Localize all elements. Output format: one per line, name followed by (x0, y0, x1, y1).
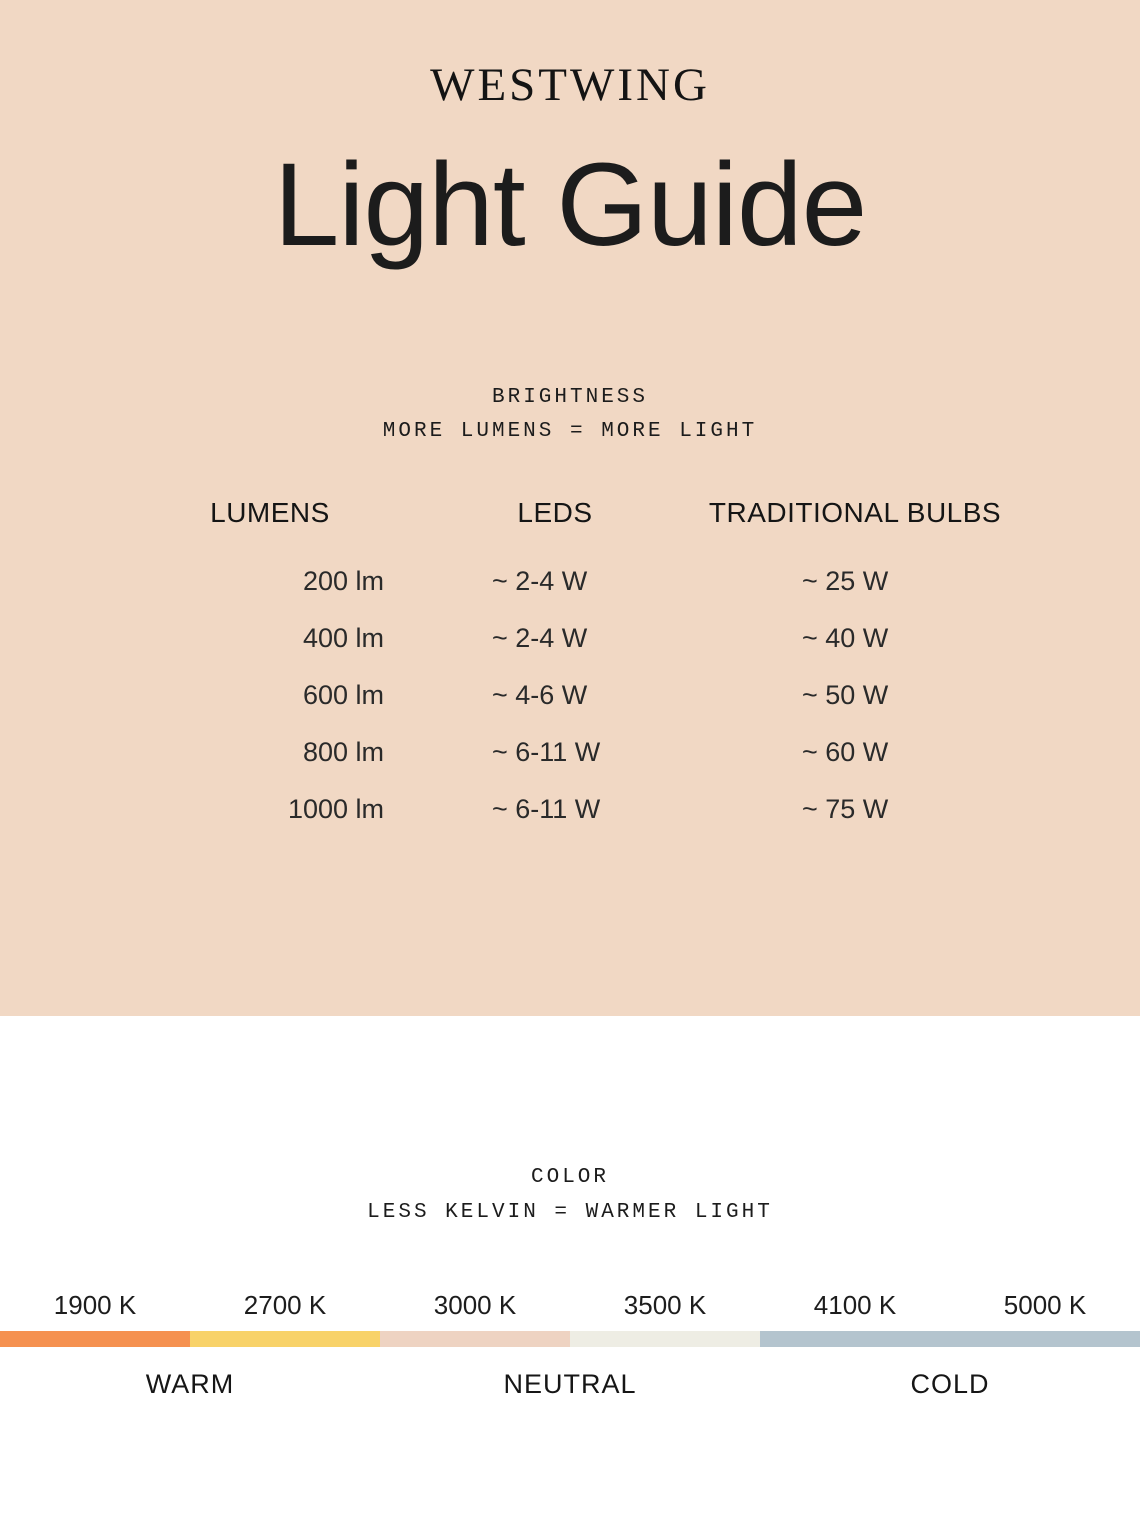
kelvin-scale-labels (0, 1290, 1140, 1321)
cell-leds: ~ 6-11 W (492, 737, 601, 768)
color-swatch-5000k (950, 1331, 1140, 1347)
color-swatch-3500k (570, 1331, 760, 1347)
cell-leds: ~ 6-11 W (492, 794, 601, 825)
color-section (0, 1016, 1140, 1520)
table-row (120, 724, 1020, 781)
page-title: Light Guide (273, 139, 867, 271)
cell-leds: ~ 2-4 W (492, 623, 588, 654)
color-swatch-3000k (380, 1331, 570, 1347)
cell-bulbs: ~ 75 W (802, 794, 889, 825)
cell-bulbs: ~ 60 W (802, 737, 889, 768)
zone-label-cold: COLD (910, 1369, 990, 1400)
column-header-traditional-bulbs: TRADITIONAL BULBS (708, 497, 1002, 529)
kelvin-label: 2700 K (243, 1290, 327, 1321)
cell-leds: ~ 4-6 W (492, 680, 588, 711)
table-row (120, 667, 1020, 724)
table-header-row (120, 496, 1020, 553)
kelvin-label: 1900 K (53, 1290, 137, 1321)
cell-lumens: 400 lm (302, 623, 384, 654)
cell-lumens: 200 lm (302, 566, 384, 597)
table-row (120, 610, 1020, 667)
brightness-caption (0, 381, 1140, 450)
cell-leds: ~ 2-4 W (492, 566, 588, 597)
color-swatch-2700k (190, 1331, 380, 1347)
cell-lumens: 600 lm (302, 680, 384, 711)
color-caption-line1: COLOR (530, 1166, 609, 1189)
brand-logo: WESTWING (430, 59, 710, 111)
color-swatch-1900k (0, 1331, 190, 1347)
color-caption-line2: LESS KELVIN = WARMER LIGHT (367, 1200, 773, 1224)
cell-lumens: 800 lm (302, 737, 384, 768)
cell-bulbs: ~ 40 W (802, 623, 889, 654)
column-header-lumens: LUMENS (210, 497, 330, 529)
color-swatch-4100k (760, 1331, 950, 1347)
kelvin-label: 3000 K (433, 1290, 517, 1321)
cell-bulbs: ~ 25 W (802, 566, 889, 597)
column-header-leds: LEDS (517, 497, 593, 529)
color-zone-labels (0, 1369, 1140, 1400)
color-caption (0, 1016, 1140, 1230)
lumens-table (120, 496, 1020, 838)
kelvin-label: 4100 K (813, 1290, 897, 1321)
kelvin-label: 3500 K (623, 1290, 707, 1321)
brightness-caption-line1: BRIGHTNESS (491, 385, 649, 409)
table-row (120, 781, 1020, 838)
zone-label-neutral: NEUTRAL (503, 1369, 637, 1400)
zone-label-warm: WARM (145, 1369, 235, 1400)
cell-lumens: 1000 lm (287, 794, 384, 825)
color-temperature-bar (0, 1331, 1140, 1347)
kelvin-label: 5000 K (1003, 1290, 1087, 1321)
table-row (120, 553, 1020, 610)
brightness-caption-line2: MORE LUMENS = MORE LIGHT (382, 420, 758, 444)
cell-bulbs: ~ 50 W (802, 680, 889, 711)
